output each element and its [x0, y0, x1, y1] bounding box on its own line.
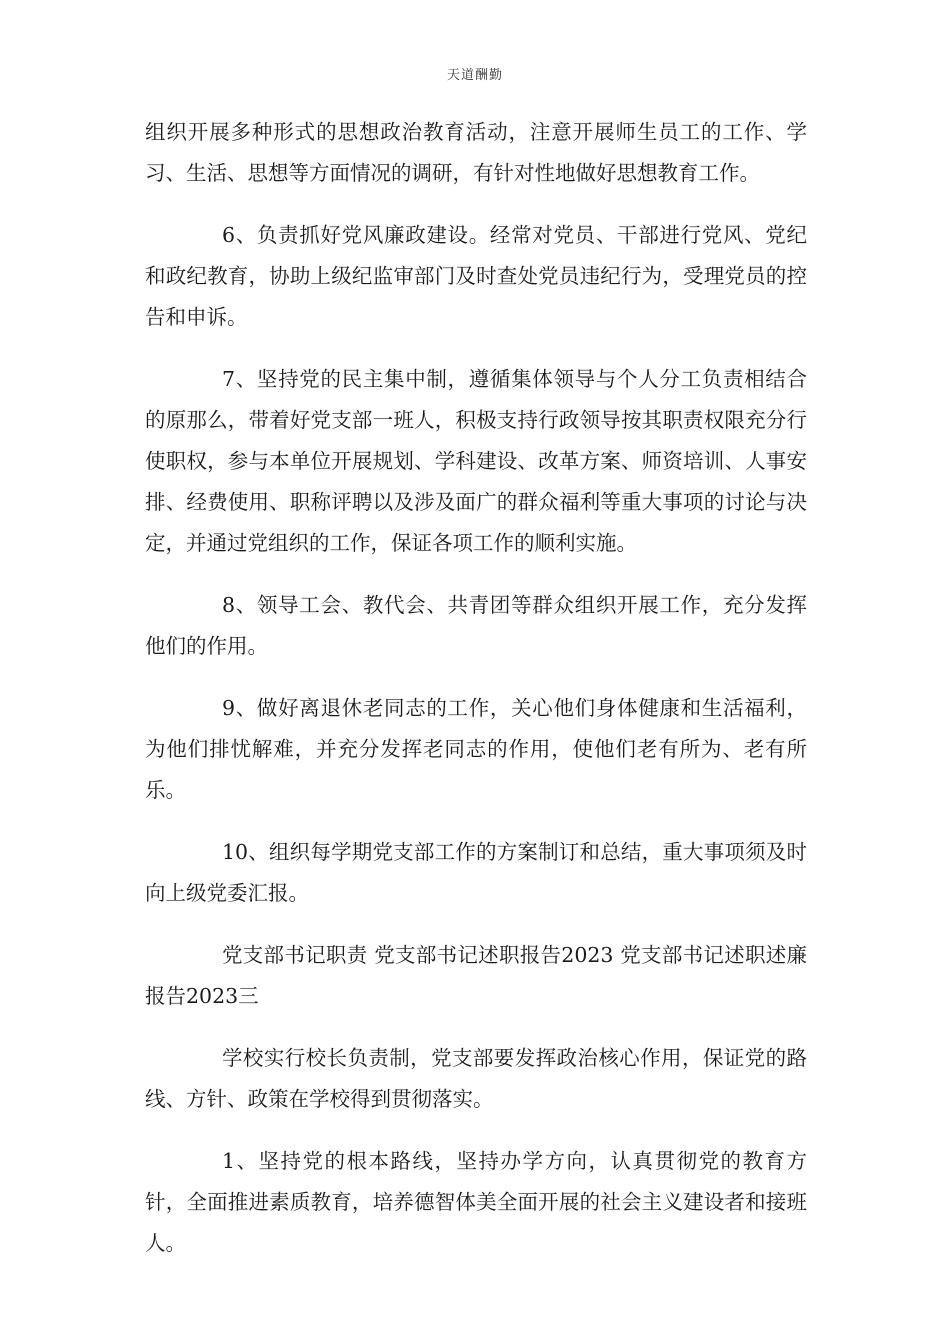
- paragraph-item-7: 7、坚持党的民主集中制，遵循集体领导与个人分工负责相结合的原那么，带着好党支部一班人，积极支持行政领导按其职责权限充分行使职权，参与本单位开展规划、学科建设、改革方案、师资培训、人事安排、经费使用、职称评聘以及涉及面广的群众福利等重大事项的讨论与决定，并通过党组织的工作，保证各项工作的顺利实施。: [145, 367, 807, 555]
- document-body: [145, 112, 807, 1285]
- paragraph-item-8: 8、领导工会、教代会、共青团等群众组织开展工作，充分发挥他们的作用。: [145, 593, 807, 658]
- paragraph-section-intro: 学校实行校长负责制，党支部要发挥政治核心作用，保证党的路线、方针、政策在学校得到贯彻落实。: [145, 1046, 807, 1111]
- page-header: 天道酬勤: [446, 68, 503, 83]
- paragraph-item-10: 10、组织每学期党支部工作的方案制订和总结，重大事项须及时向上级党委汇报。: [145, 840, 807, 905]
- paragraph-item-6: 6、负责抓好党风廉政建设。经常对党员、干部进行党风、党纪和政纪教育，协助上级纪监审部门及时查处党员违纪行为，受理党员的控告和申诉。: [145, 223, 807, 329]
- paragraph-thought-education: 组织开展多种形式的思想政治教育活动，注意开展师生员工的工作、学习、生活、思想等方面情况的调研，有针对性地做好思想教育工作。: [145, 120, 807, 185]
- section-title-three: 党支部书记职责 党支部书记述职报告2023 党支部书记述职述廉报告2023三: [145, 943, 807, 1008]
- paragraph-item-9: 9、做好离退休老同志的工作，关心他们身体健康和生活福利，为他们排忧解难，并充分发挥老同志的作用，使他们老有所为、老有所乐。: [145, 696, 807, 802]
- paragraph-section-item-1: 1、坚持党的根本路线，坚持办学方向，认真贯彻党的教育方针，全面推进素质教育，培养德智体美全面开展的社会主义建设者和接班人。: [145, 1149, 807, 1255]
